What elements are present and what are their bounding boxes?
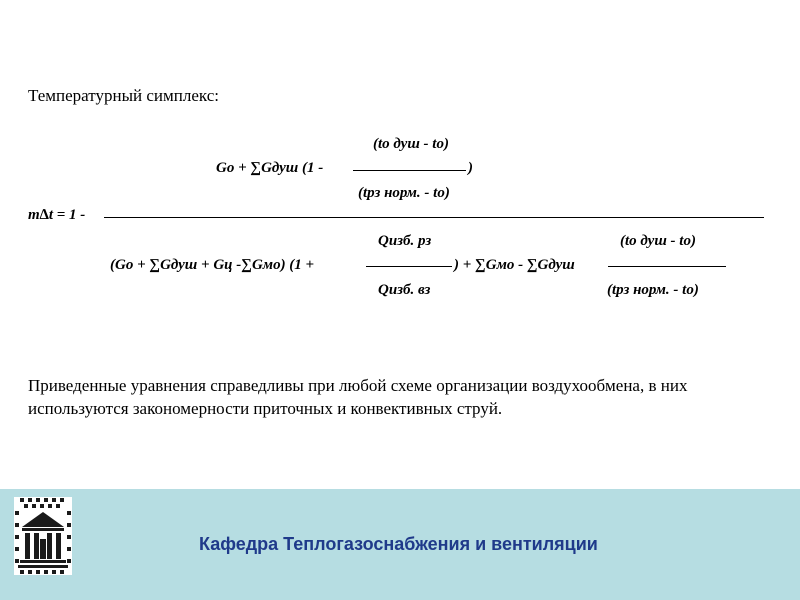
slide-paragraph: Приведенные уравнения справедливы при любой схеме организации воздухообмена, в них используются закономерности приточных и конвективных струй. bbox=[28, 376, 688, 418]
formula-top-fraction-line bbox=[353, 170, 466, 171]
formula-top-right: ) bbox=[468, 160, 473, 176]
slide-heading: Температурный симплекс: bbox=[28, 86, 219, 105]
formula-top-numerator: (to душ - to) bbox=[373, 136, 449, 152]
formula-top-denominator: (tрз норм. - to) bbox=[358, 185, 450, 201]
formula-right-numerator: (to душ - to) bbox=[620, 233, 696, 249]
building-columns-icon bbox=[14, 497, 72, 575]
formula-right-fraction-line bbox=[608, 266, 726, 267]
formula-lhs: m∆t = 1 - bbox=[28, 207, 86, 223]
formula-denominator-left: (Go + ∑Gдуш + Gц -∑Gмо) (1 + bbox=[110, 257, 315, 273]
footer-title: Кафедра Теплогазоснабжения и вентиляции bbox=[199, 534, 598, 554]
formula-right-denominator: (tрз норм. - to) bbox=[607, 282, 699, 298]
formula-q-fraction-line bbox=[366, 266, 452, 267]
formula-denominator-mid: ) + ∑Gмо - ∑Gдуш bbox=[454, 257, 575, 273]
formula-top-left: Go + ∑Gдуш (1 - bbox=[216, 160, 324, 176]
formula-main-fraction-line bbox=[104, 217, 764, 218]
formula-q-denominator: Qизб. вз bbox=[378, 282, 431, 298]
formula-q-numerator: Qизб. рз bbox=[378, 233, 432, 249]
